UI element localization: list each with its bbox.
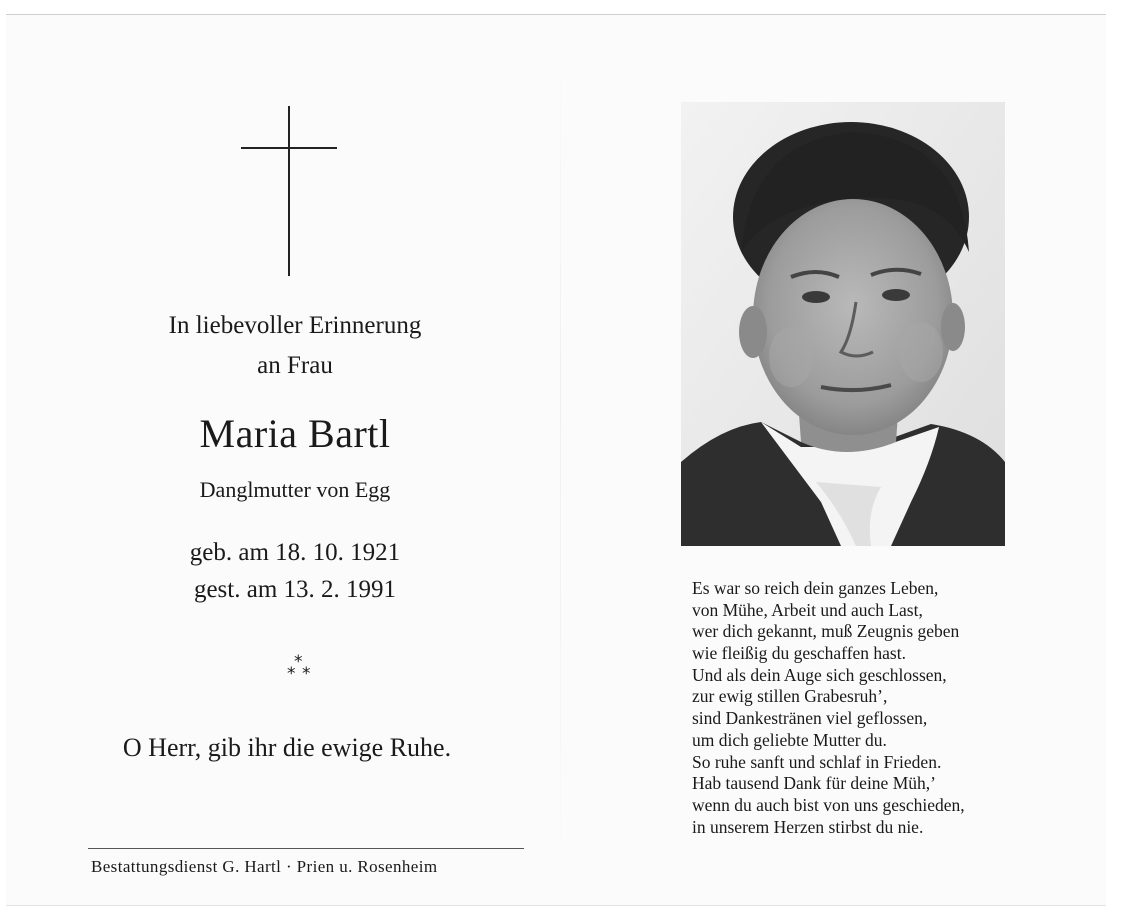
card-fold <box>560 28 561 888</box>
portrait-photo <box>681 102 1005 546</box>
three-stars-icon: * * * <box>287 652 311 684</box>
poem-line: Hab tausend Dank für deine Müh,’ <box>692 773 936 794</box>
poem-line: Und als dein Auge sich geschlossen, <box>692 664 947 685</box>
poem-line: Es war so reich dein ganzes Leben, <box>692 578 939 598</box>
poem-line: wenn du auch bist von uns geschieden, <box>692 794 965 815</box>
deceased-name: Maria Bartl <box>199 411 391 456</box>
poem-line: sind Dankestränen viel geflossen, <box>692 708 928 729</box>
poem-line: wer dich gekannt, muß Zeugnis geben <box>692 621 960 642</box>
poem-line: So ruhe sanft und schlaf in Frieden. <box>692 751 942 772</box>
life-dates <box>60 534 530 608</box>
prayer-line: O Herr, gib ihr die ewige Ruhe. <box>122 733 452 762</box>
memory-line-1: In liebevoller Erinnerung <box>168 312 422 339</box>
poem-line: in unserem Herzen stirbst du nie. <box>692 816 924 837</box>
poem-line: von Mühe, Arbeit und auch Last, <box>692 599 923 620</box>
poem-line: wie fleißig du geschaffen hast. <box>692 643 906 664</box>
birth-date: geb. am 18. 10. 1921 <box>189 539 401 566</box>
cross-icon <box>241 106 337 276</box>
poem-line: zur ewig stillen Grabesruh’, <box>692 686 888 707</box>
poem-line: um dich geliebte Mutter du. <box>692 729 887 750</box>
memory-heading <box>60 306 530 386</box>
memory-line-2: an Frau <box>257 352 333 379</box>
divider-line <box>88 848 524 849</box>
deceased-subtitle: Danglmutter von Egg <box>199 477 391 502</box>
funeral-home: Bestattungsdienst G. Hartl · Prien u. Rosenheim <box>91 857 438 876</box>
death-date: gest. am 13. 2. 1991 <box>193 576 397 603</box>
poem <box>692 578 965 838</box>
